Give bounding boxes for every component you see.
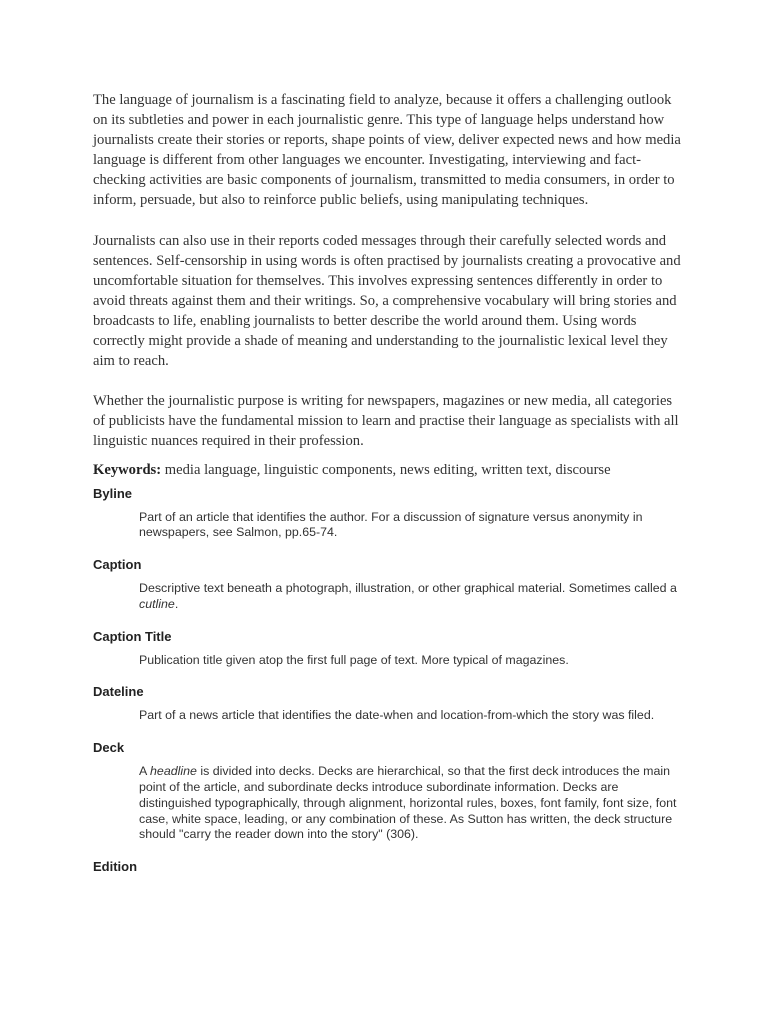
glossary-definition-caption: [139, 581, 683, 613]
document-page: [93, 90, 683, 883]
keywords-label: Keywords:: [93, 461, 162, 478]
intro-paragraph-1: The language of journalism is a fascinating field to analyze, because it offers a challenging outlook on its subtleties and power in each journalistic genre. This type of language helps understand how journalists create their stories or reports, shape points of view, deliver expected news and how media language is different from other languages we encounter. Investigating, interviewing and fact-checking activities are basic components of journalism, transmitted to media consumers, in order to inform, persuade, but also to reinforce public beliefs, using manipulating techniques.: [93, 92, 681, 209]
glossary-term-dateline: Dateline: [93, 684, 144, 700]
glossary-definition-byline: Part of an article that identifies the author. For a discussion of signature versus anonymity in newspapers, see Salmon, pp.65-74.: [139, 509, 643, 540]
glossary-term-caption-title: Caption Title: [93, 628, 172, 644]
definition-text: is divided into decks. Decks are hierarchical, so that the first deck introduces the main point of the article, and subordinate decks introduce subordinate information. Decks are distinguished typographically, through alignment, horizontal rules, boxes, font family, font size, font case, white space, leading, or any combination of these. As Sutton has written, the deck structure should "carry the reader down into the story" (306).: [139, 764, 677, 842]
glossary-definition-caption-title: Publication title given atop the first full page of text. More typical of magazines.: [139, 652, 569, 667]
definition-text: .: [174, 596, 179, 611]
glossary-term-deck: Deck: [93, 740, 125, 756]
definition-italic-term: cutline: [139, 596, 175, 611]
keywords-text: media language, linguistic components, news editing, written text, discourse: [161, 461, 611, 478]
intro-paragraph-2: Journalists can also use in their reports coded messages through their carefully selected words and sentences. Self-censorship in using words is often practised by journalists creating a provocative and uncomfortable situation for themselves. This involves expressing sentences differently in order to avoid threats against them and their writings. So, a comprehensive vocabulary will bring stories and broadcasts to life, enabling journalists to better describe the world around them. Using words correctly might provide a shade of meaning and understanding to the journalistic lexical level they aim to reach.: [93, 232, 681, 370]
glossary: [93, 486, 683, 876]
glossary-definition-dateline: Part of a news article that identifies the date-when and location-from-which the story was filed.: [139, 708, 655, 723]
definition-text: A: [139, 764, 151, 779]
intro-paragraph-3: Whether the journalistic purpose is writing for newspapers, magazines or new media, all categories of publicists have the fundamental mission to learn and practise their language as specialists with all linguistic nuances required in their profession.: [93, 393, 679, 450]
definition-text: Descriptive text beneath a photograph, illustration, or other graphical material. Sometimes called a: [139, 581, 677, 596]
keywords-line: [93, 460, 683, 480]
glossary-term-byline: Byline: [93, 485, 133, 501]
glossary-definition-deck: [139, 764, 683, 843]
glossary-term-caption: Caption: [93, 557, 142, 573]
definition-italic-term: headline: [150, 764, 197, 779]
glossary-term-edition: Edition: [93, 859, 138, 875]
